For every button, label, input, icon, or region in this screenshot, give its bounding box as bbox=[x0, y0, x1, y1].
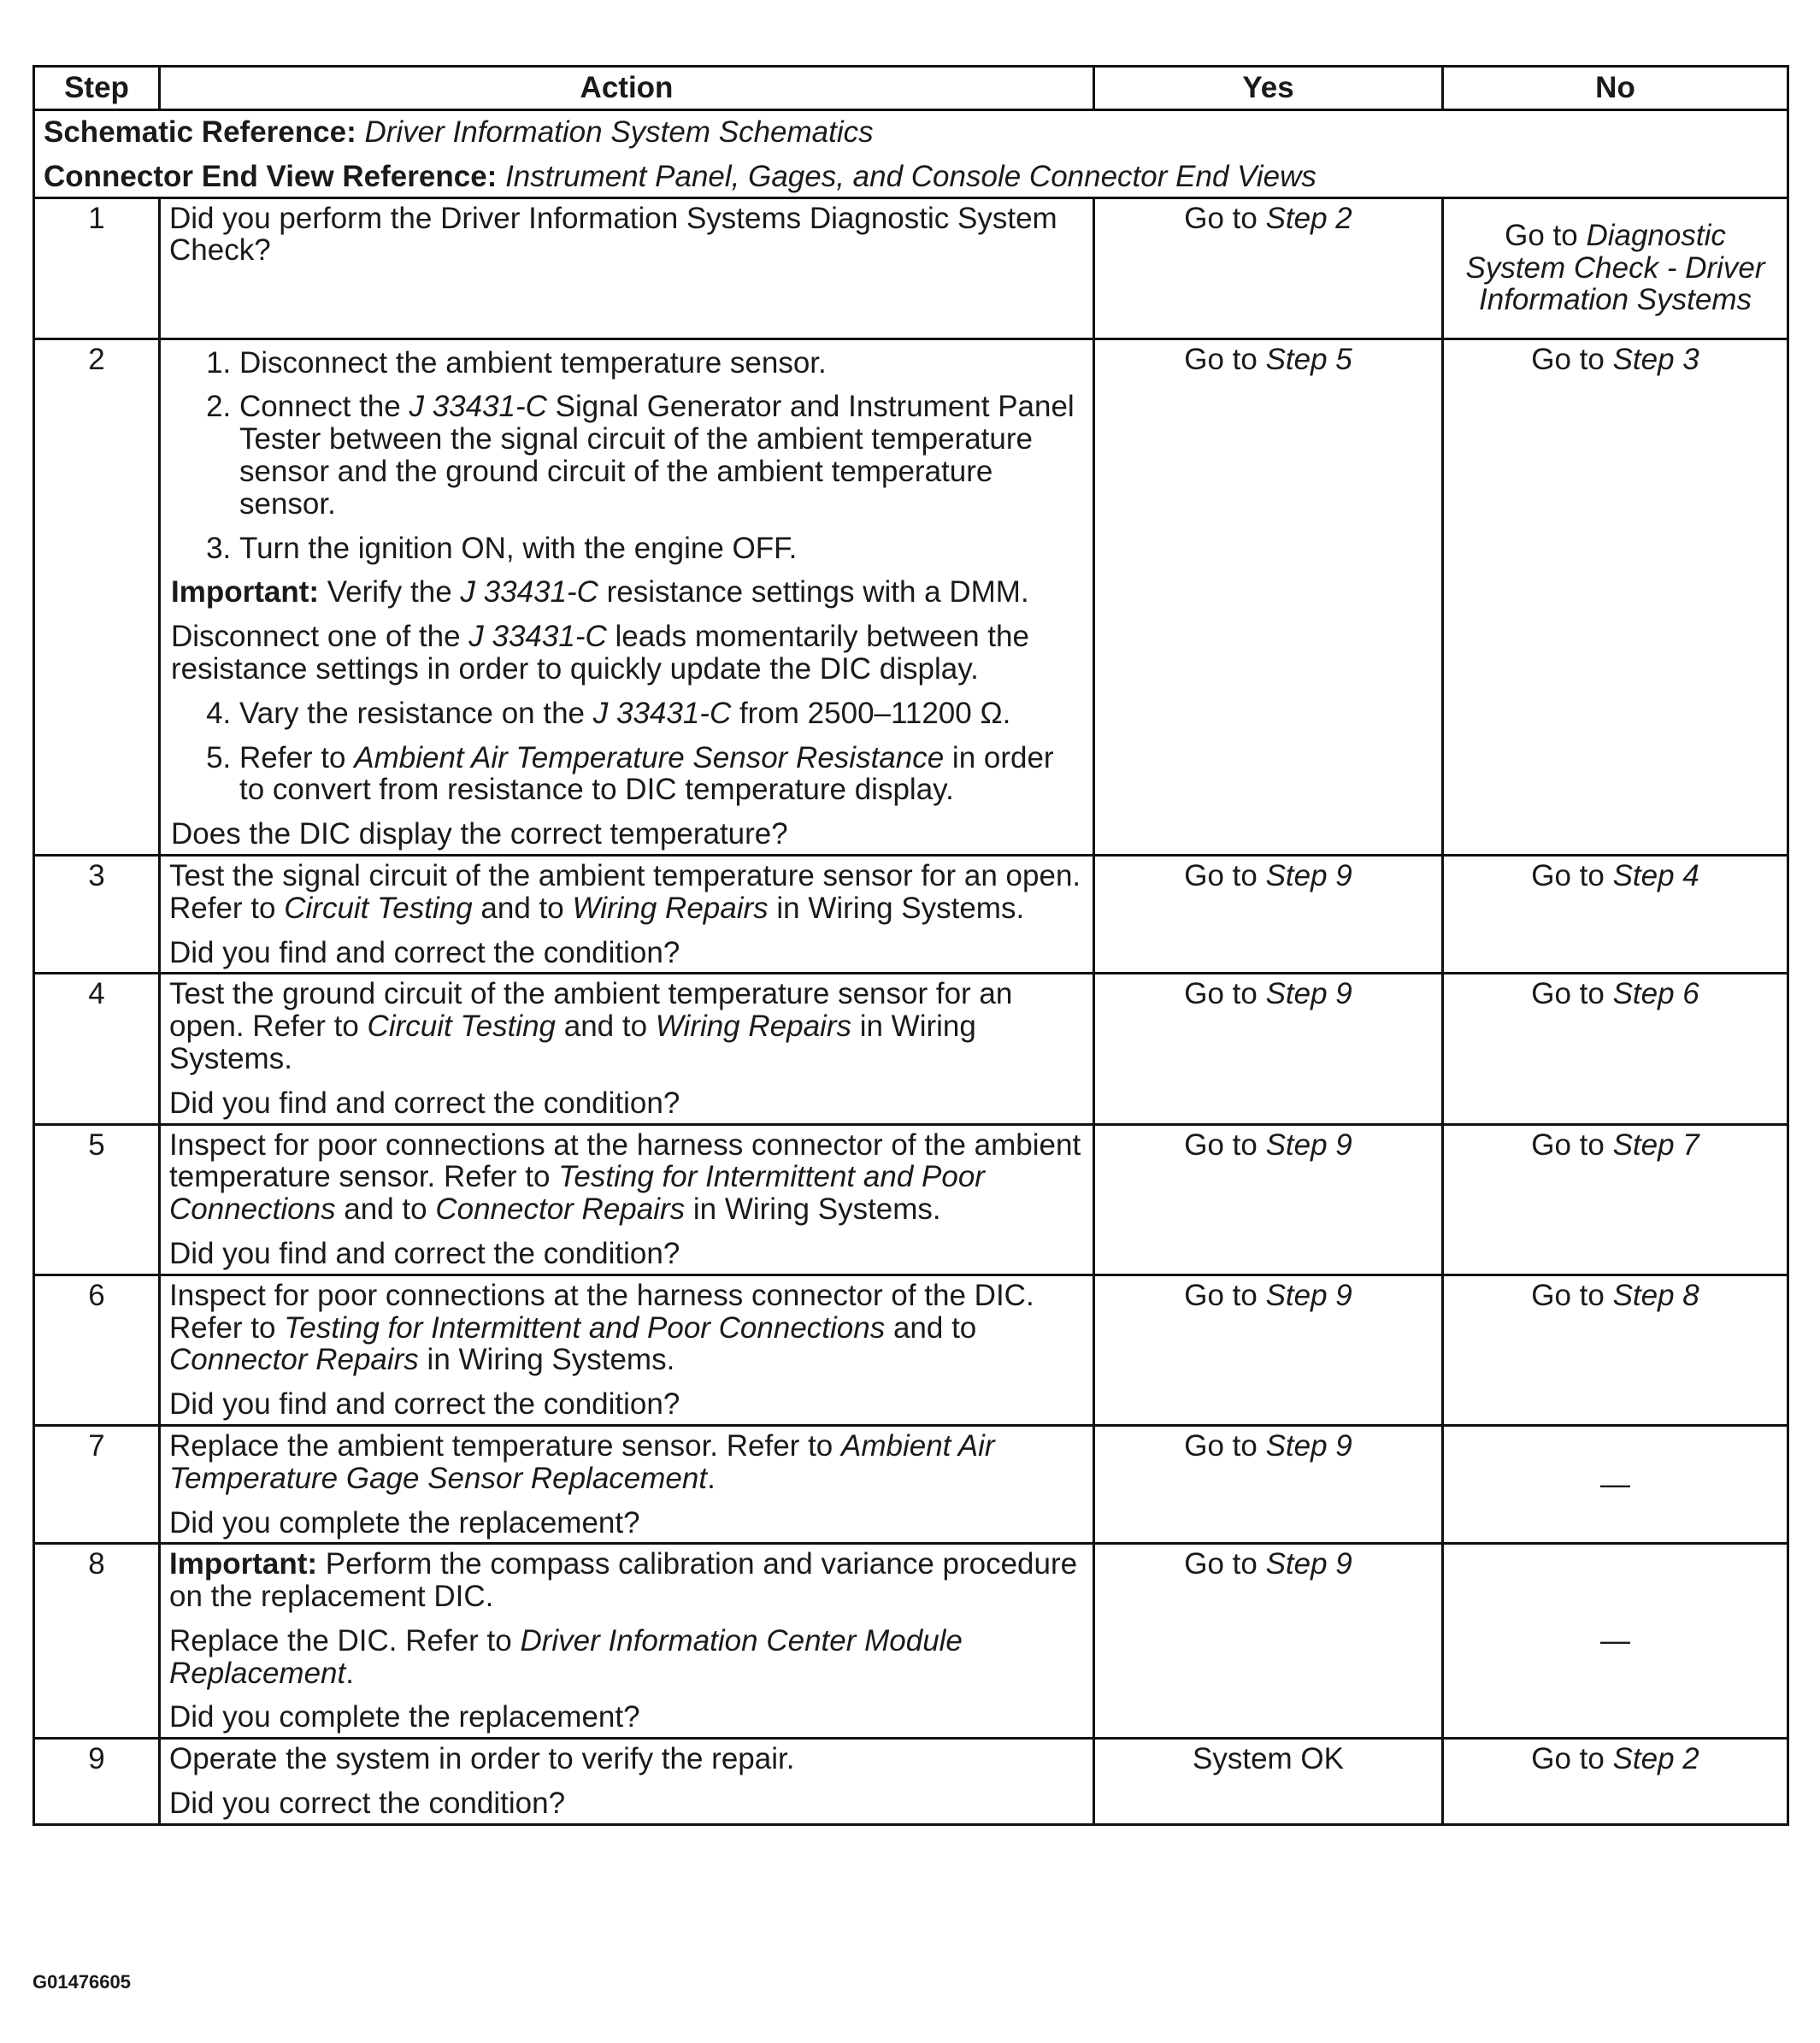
action-question: Does the DIC display the correct temperature? bbox=[171, 817, 788, 851]
yes-cell: Go to Step 9 bbox=[1094, 1275, 1443, 1425]
step-number: 3 bbox=[34, 855, 160, 973]
figure-id: G01476605 bbox=[32, 1971, 131, 1993]
action-step-list bbox=[169, 347, 1084, 565]
action-cell bbox=[160, 197, 1094, 339]
action-cell bbox=[160, 1425, 1094, 1543]
note-text: Disconnect one of the J 33431-C leads momentarily between the resistance settings in order to quickly update the DIC display. bbox=[171, 620, 1029, 686]
header-step: Step bbox=[34, 67, 160, 110]
reference-cell bbox=[34, 110, 1788, 198]
table-row bbox=[34, 339, 1788, 855]
reference-link[interactable]: Connector Repairs bbox=[169, 1343, 419, 1377]
table-header-row bbox=[34, 67, 1788, 110]
important-note: Important: Verify the J 33431-C resistance settings with a DMM. bbox=[171, 575, 1029, 609]
reference-link[interactable]: Wiring Repairs bbox=[655, 1010, 851, 1044]
no-cell: Go to Step 8 bbox=[1443, 1275, 1788, 1425]
action-cell bbox=[160, 1544, 1094, 1739]
connector-reference-label: Connector End View Reference: bbox=[44, 159, 498, 193]
action-text: Replace the DIC. Refer to Driver Information Center Module Replacement. bbox=[169, 1623, 963, 1690]
action-question: Did you perform the Driver Information Systems Diagnostic System Check? bbox=[169, 201, 1057, 268]
header-action: Action bbox=[160, 67, 1094, 110]
table-row bbox=[34, 974, 1788, 1124]
table-row bbox=[34, 1275, 1788, 1425]
table-row bbox=[34, 855, 1788, 973]
yes-step-link[interactable]: Step 9 bbox=[1265, 858, 1352, 892]
important-label: Important: bbox=[169, 1547, 318, 1581]
action-step-list bbox=[169, 698, 1084, 806]
header-no: No bbox=[1443, 67, 1788, 110]
reference-link[interactable]: Ambient Air Temperature Gage Sensor Replacement bbox=[169, 1428, 995, 1495]
no-step-link[interactable]: Diagnostic System Check - Driver Information Systems bbox=[1465, 218, 1765, 317]
action-text: Test the ground circuit of the ambient temperature sensor for an open. Refer to Circuit Testing and to Wiring Repairs in Wiring Systems. bbox=[169, 977, 1013, 1075]
reference-link[interactable]: Wiring Repairs bbox=[572, 891, 769, 925]
action-text: Inspect for poor connections at the harness connector of the DIC. Refer to Testing for Intermittent and Poor Connections and to Connector Repairs in Wiring Systems. bbox=[169, 1278, 1034, 1377]
no-cell: Go to Step 2 bbox=[1443, 1739, 1788, 1825]
yes-cell: Go to Step 9 bbox=[1094, 974, 1443, 1124]
no-cell: Go to Step 4 bbox=[1443, 855, 1788, 973]
tool-link: J 33431-C bbox=[460, 575, 598, 609]
no-step-link[interactable]: Step 8 bbox=[1612, 1278, 1699, 1312]
action-text: Inspect for poor connections at the harness connector of the ambient temperature sensor. Refer to Testing for Intermittent and Poor Connections and to Connector Repairs in Wiring Systems. bbox=[169, 1127, 1081, 1227]
no-step-link[interactable]: Step 7 bbox=[1612, 1127, 1699, 1162]
action-text: Operate the system in order to verify the repair. bbox=[169, 1742, 795, 1776]
step-number: 2 bbox=[34, 339, 160, 855]
no-prefix: Go to bbox=[1505, 218, 1587, 252]
yes-cell bbox=[1094, 197, 1443, 339]
action-question: Did you find and correct the condition? bbox=[169, 1387, 680, 1422]
tool-link: J 33431-C bbox=[468, 620, 607, 654]
header-yes: Yes bbox=[1094, 67, 1443, 110]
action-step: 4. Vary the resistance on the J 33431-C from 2500–11200 Ω. bbox=[239, 698, 1084, 730]
reference-link[interactable]: Circuit Testing bbox=[367, 1010, 557, 1044]
step-number: 9 bbox=[34, 1739, 160, 1825]
yes-cell: Go to Step 5 bbox=[1094, 339, 1443, 855]
no-cell: — bbox=[1443, 1544, 1788, 1739]
no-cell: Go to Step 3 bbox=[1443, 339, 1788, 855]
action-step: 1. Disconnect the ambient temperature sensor. bbox=[239, 347, 1084, 380]
tool-link: J 33431-C bbox=[409, 390, 547, 424]
reference-link[interactable]: Testing for Intermittent and Poor Connections bbox=[169, 1160, 985, 1227]
action-cell bbox=[160, 339, 1094, 855]
action-question: Did you complete the replacement? bbox=[169, 1505, 640, 1540]
connector-reference bbox=[44, 161, 1778, 193]
reference-link[interactable]: Driver Information Center Module Replacement bbox=[169, 1623, 963, 1690]
yes-step-link[interactable]: Step 9 bbox=[1265, 1428, 1352, 1463]
schematic-reference-label: Schematic Reference: bbox=[44, 115, 356, 149]
step-number: 8 bbox=[34, 1544, 160, 1739]
schematic-reference-link[interactable]: Driver Information System Schematics bbox=[364, 115, 874, 149]
step-number: 5 bbox=[34, 1124, 160, 1275]
no-step-link[interactable]: Step 2 bbox=[1612, 1742, 1699, 1776]
action-cell bbox=[160, 1275, 1094, 1425]
action-text: Replace the ambient temperature sensor. Refer to Ambient Air Temperature Gage Sensor Replacement. bbox=[169, 1428, 995, 1495]
yes-step-link[interactable]: Step 9 bbox=[1265, 977, 1352, 1011]
yes-prefix: Go to bbox=[1184, 201, 1266, 235]
step-number: 1 bbox=[34, 197, 160, 339]
action-question: Did you find and correct the condition? bbox=[169, 1236, 680, 1270]
yes-cell: Go to Step 9 bbox=[1094, 1544, 1443, 1739]
step-number: 7 bbox=[34, 1425, 160, 1543]
step-number: 4 bbox=[34, 974, 160, 1124]
no-step-link[interactable]: Step 4 bbox=[1612, 858, 1699, 892]
yes-step-link[interactable]: Step 9 bbox=[1265, 1547, 1352, 1581]
action-step: 2. Connect the J 33431-C Signal Generator and Instrument Panel Tester between the signal circuit of the ambient temperature sensor and the ground circuit of the ambient temperature sensor. bbox=[239, 391, 1084, 520]
action-question: Did you correct the condition? bbox=[169, 1787, 566, 1821]
step-number: 6 bbox=[34, 1275, 160, 1425]
action-question: Did you find and correct the condition? bbox=[169, 935, 680, 969]
yes-step-link[interactable]: Step 2 bbox=[1265, 201, 1352, 235]
yes-cell: Go to Step 9 bbox=[1094, 1425, 1443, 1543]
action-cell bbox=[160, 974, 1094, 1124]
table-row bbox=[34, 197, 1788, 339]
yes-cell: Go to Step 9 bbox=[1094, 855, 1443, 973]
action-question: Did you find and correct the condition? bbox=[169, 1086, 680, 1120]
no-cell bbox=[1443, 197, 1788, 339]
reference-row bbox=[34, 110, 1788, 198]
connector-reference-link[interactable]: Instrument Panel, Gages, and Console Connector End Views bbox=[505, 159, 1316, 193]
table-row bbox=[34, 1425, 1788, 1543]
no-cell: Go to Step 6 bbox=[1443, 974, 1788, 1124]
table-row bbox=[34, 1739, 1788, 1825]
action-step: 5. Refer to Ambient Air Temperature Sensor Resistance in order to convert from resistance to DIC temperature display. bbox=[239, 742, 1084, 807]
yes-cell: System OK bbox=[1094, 1739, 1443, 1825]
action-cell bbox=[160, 855, 1094, 973]
reference-link[interactable]: Circuit Testing bbox=[284, 891, 473, 925]
reference-link[interactable]: Connector Repairs bbox=[435, 1192, 686, 1227]
table-row bbox=[34, 1124, 1788, 1275]
diagnostic-table bbox=[32, 65, 1789, 1826]
yes-step-link[interactable]: Step 5 bbox=[1265, 342, 1352, 376]
reference-link[interactable]: Ambient Air Temperature Sensor Resistance bbox=[354, 740, 945, 774]
yes-step-link[interactable]: Step 9 bbox=[1265, 1278, 1352, 1312]
schematic-reference bbox=[44, 116, 1778, 149]
no-step-link[interactable]: Step 3 bbox=[1612, 342, 1699, 376]
important-label: Important: bbox=[171, 575, 320, 609]
action-step: 3. Turn the ignition ON, with the engine OFF. bbox=[239, 533, 1084, 565]
table-row bbox=[34, 1544, 1788, 1739]
yes-step-link[interactable]: Step 9 bbox=[1265, 1127, 1352, 1162]
no-cell: Go to Step 7 bbox=[1443, 1124, 1788, 1275]
yes-cell: Go to Step 9 bbox=[1094, 1124, 1443, 1275]
no-step-link[interactable]: Step 6 bbox=[1612, 977, 1699, 1011]
action-cell bbox=[160, 1739, 1094, 1825]
important-note: Important: Perform the compass calibration and variance procedure on the replacement DIC. bbox=[169, 1547, 1078, 1614]
action-cell bbox=[160, 1124, 1094, 1275]
action-question: Did you complete the replacement? bbox=[169, 1700, 640, 1734]
action-text: Test the signal circuit of the ambient temperature sensor for an open. Refer to Circuit Testing and to Wiring Repairs in Wiring Systems. bbox=[169, 858, 1081, 925]
reference-link[interactable]: Testing for Intermittent and Poor Connections bbox=[284, 1310, 886, 1345]
no-cell: — bbox=[1443, 1425, 1788, 1543]
tool-link: J 33431-C bbox=[592, 696, 732, 730]
